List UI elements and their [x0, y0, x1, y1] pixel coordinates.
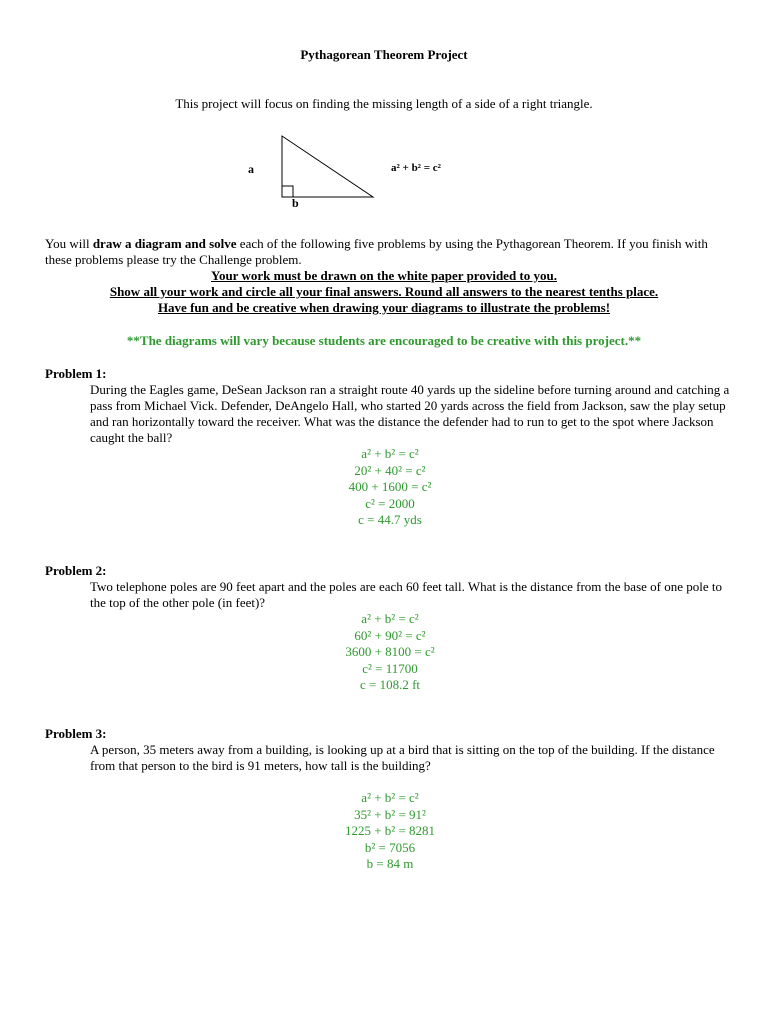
instructions-part1: You will — [45, 236, 93, 251]
problem-text: A person, 35 meters away from a building, is looking up at a bird that is sitting on the top of the building. If the distance from that person to the bird is 91 meters, how tall is the building? — [90, 742, 715, 773]
instructions-paragraph — [45, 236, 725, 268]
instructions-bold: draw a diagram and solve — [92, 236, 237, 251]
triangle-shape — [282, 136, 373, 197]
rule-line: Show all your work and circle all your final answers. Round all answers to the nearest tenths place. — [109, 284, 659, 299]
problem-solution — [45, 446, 735, 529]
problem-heading: Problem 3: — [45, 726, 107, 741]
rules-block — [0, 268, 768, 316]
right-triangle-diagram — [240, 130, 480, 210]
solution-answer: c = 44.7 yds — [358, 512, 422, 527]
solution-step: 60² + 90² = c² — [354, 627, 426, 643]
problem-solution — [45, 611, 735, 694]
instructions-part2: each of the following five problems by using the Pythagorean Theorem. If you finish with these problems please try the Challenge problem. — [45, 236, 708, 267]
problem-solution — [45, 790, 735, 873]
solution-step: 3600 + 8100 = c² — [345, 644, 435, 659]
intro-text: This project will focus on finding the missing length of a side of a right triangle. — [175, 96, 593, 111]
solution-step: 400 + 1600 = c² — [348, 479, 432, 494]
solution-step: c² = 11700 — [362, 660, 418, 676]
solution-step: c² = 2000 — [365, 495, 415, 511]
problem-heading: Problem 1: — [45, 366, 107, 381]
side-b-label: b — [292, 196, 299, 210]
solution-step: b² = 7056 — [364, 839, 416, 855]
pythagorean-formula: a² + b² = c² — [391, 162, 441, 174]
solution-answer: c = 108.2 ft — [359, 677, 421, 692]
side-a-label: a — [248, 162, 254, 176]
rule-line: Have fun and be creative when drawing your diagrams to illustrate the problems! — [157, 300, 611, 315]
problem-3 — [45, 726, 735, 873]
problem-text: Two telephone poles are 90 feet apart and the poles are each 60 feet tall. What is the distance from the base of one pole to the top of the other pole (in feet)? — [90, 579, 722, 610]
problem-1 — [45, 366, 735, 529]
page-title: Pythagorean Theorem Project — [300, 47, 468, 62]
problem-heading: Problem 2: — [45, 563, 107, 578]
solution-step: 20² + 40² = c² — [354, 462, 426, 478]
solution-step: 1225 + b² = 8281 — [344, 823, 436, 838]
diagram-note: **The diagrams will vary because students are encouraged to be creative with this project.** — [126, 333, 642, 348]
solution-step: a² + b² = c² — [361, 446, 419, 461]
problem-text: During the Eagles game, DeSean Jackson ran a straight route 40 yards up the sideline before turning around and catching a pass from Michael Vick. Defender, DeAngelo Hall, who started 20 yards across the field from Jackson, saw the play setup and ran horizontally toward the receiver. What was the distance the defender had to run to get to the spot where Jackson caught the ball? — [90, 382, 730, 445]
problem-2 — [45, 563, 735, 694]
solution-answer: b = 84 m — [366, 856, 414, 871]
solution-step: a² + b² = c² — [361, 790, 419, 805]
solution-step: a² + b² = c² — [361, 611, 419, 626]
rule-line: Your work must be drawn on the white paper provided to you. — [211, 268, 557, 283]
solution-step: 35² + b² = 91² — [354, 806, 426, 822]
